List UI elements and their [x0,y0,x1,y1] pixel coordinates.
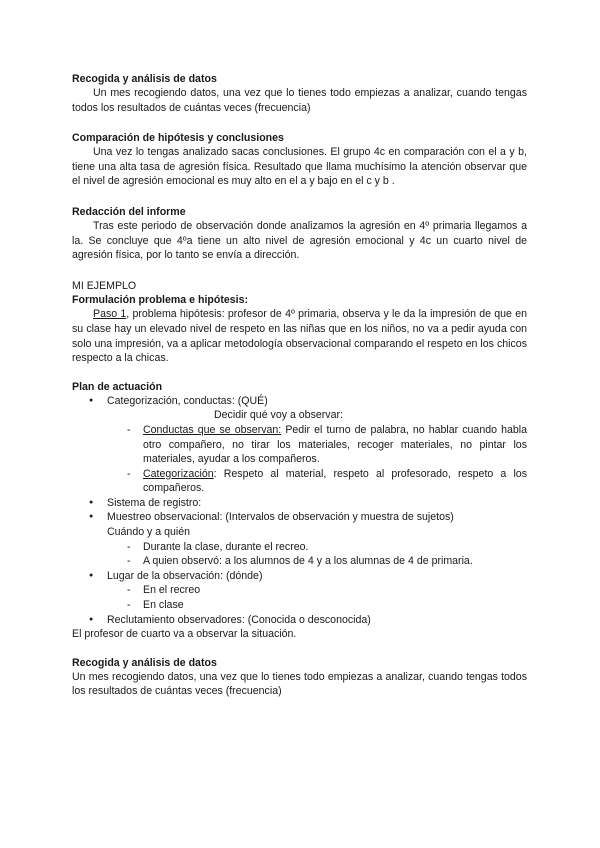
list-item: - A quien observó: a los alumnos de 4 y a los alumnas de 4 de primaria. [107,554,527,569]
sub-list [107,423,527,496]
list-item: ● Muestreo observacional: (Intervalos de observación y muestra de sujetos) Cuándo y a quién - Durante la clase, durante el recreo. - A quien observó: a los alumnos de 4 y a los alumnas de 4 de primaria. [72,510,527,568]
section-heading: Redacción del informe [72,205,186,218]
list-item: - Durante la clase, durante el recreo. [107,540,527,555]
plan-conclusion: El profesor de cuarto va a observar la situación. [72,628,297,641]
list-item: ● Sistema de registro: [72,496,527,511]
section-heading: Formulación problema e hipótesis: [72,294,249,307]
section-paragraph: Un mes recogiendo datos, una vez que lo tienes todo empiezas a analizar, cuando tengas todos los resultados de cuántas veces (frecuencia) [72,670,527,698]
plan-list [72,394,527,628]
section-paragraph: Un mes recogiendo datos, una vez que lo tienes todo empiezas a analizar, cuando tengas todos los resultados de cuántas veces (frecuencia) [72,87,527,114]
section-paragraph [72,307,527,365]
sub-list [107,540,527,569]
list-item: ● Reclutamiento observadores: (Conocida o desconocida) [72,613,527,628]
list-item: - Categorización: Respeto al material, respeto al profesorado, respeto a los compañeros. [107,467,527,496]
step-label: Paso 1 [93,308,127,321]
step-text: , problema hipótesis: profesor de 4º primaria, observa y le da la impresión de que en su clase hay un elevado nivel de respeto en las niñas que en los niños, no va a pedir ayuda con solo una impresión, va a aplicar metodología observacional comparando el respeto en los chicos respecto a la chicas. [72,308,527,365]
section-heading: Comparación de hipótesis y conclusiones [72,132,284,145]
list-item: - En clase [107,598,527,613]
section-heading: Recogida y análisis de datos [72,656,217,669]
list-item: ● Lugar de la observación: (dónde) - En el recreo - En clase [72,569,527,613]
section-heading: Recogida y análisis de datos [72,73,217,85]
section-paragraph: Una vez lo tengas analizado sacas conclusiones. El grupo 4c en comparación con el a y b, tiene una alta tasa de agresión física. Resultado que llama muchísimo la atención observar que el nivel de agresión emocional es muy alto en el a y bajo en el c y b . [72,146,527,188]
document-page [72,72,527,699]
list-item: - En el recreo [107,583,527,598]
list-item: - Conductas que se observan: Pedir el turno de palabra, no hablar cuando habla otro compañero, no tirar los materiales, recoger materiales, no pintar los materiales, ayudar a los compañeros. [107,423,527,467]
example-label: MI EJEMPLO [72,279,137,292]
list-item: ● Categorización, conductas: (QUÉ) Decidir qué voy a observar: - Conductas que se observan: Pedir el turno de palabra, no hablar cuando habla otro compañero, no tirar los materiales, recoger materiales, no pintar los materiales, ayudar a los compañeros. - Categorización: Respeto al material, respeto al profesorado, respeto a los compañeros. [72,394,527,496]
sub-note: Decidir qué voy a observar: [214,409,343,422]
section-paragraph: Tras este periodo de observación donde analizamos la agresión en 4º primaria llegamos a la. Se concluye que 4ºa tiene un alto nivel de agresión emocional y 4c un cuarto nivel de agresión física, por lo tanto se envía a dirección. [72,219,527,262]
section-heading: Plan de actuación [72,380,163,393]
sub-list [107,583,527,612]
sub-note: Cuándo y a quién [107,526,191,539]
